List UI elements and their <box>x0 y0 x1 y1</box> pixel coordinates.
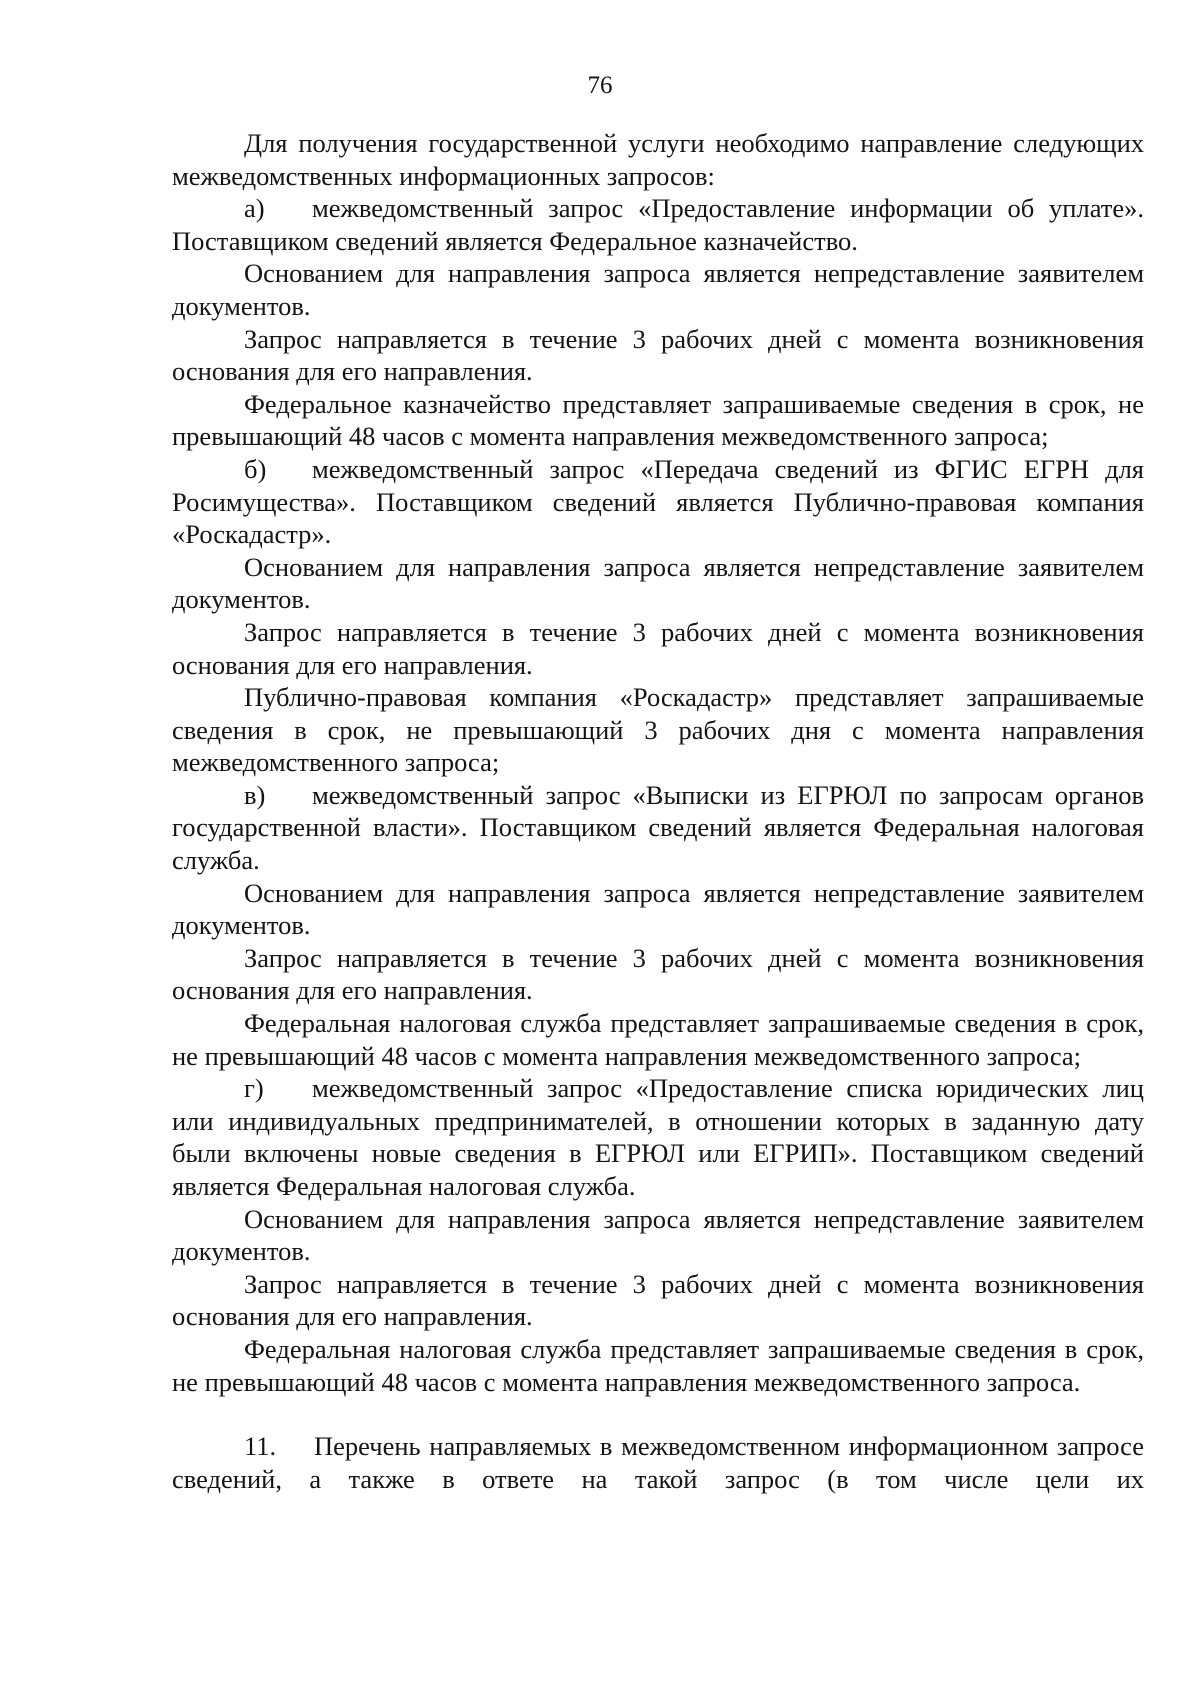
page-number: 76 <box>587 72 613 99</box>
section-number: 11. <box>244 1431 277 1462</box>
list-item-g <box>172 1072 1144 1202</box>
list-marker: в) <box>244 779 266 810</box>
paragraph: Запрос направляется в течение 3 рабочих дней с момента возникновения основания для его направления. <box>172 942 1144 1006</box>
document-body <box>172 127 1144 1495</box>
paragraph: Основанием для направления запроса является непредставление заявителем документов. <box>172 551 1144 615</box>
list-item-text: межведомственный запрос «Предоставление списка юридических лиц или индивидуальных предпринимателей, в отношении которых в заданную дату были включены новые сведения в ЕГРЮЛ или ЕГРИП». Поставщиком сведений является Федеральная налоговая служба. <box>172 1073 1144 1201</box>
paragraph: Федеральное казначейство представляет запрашиваемые сведения в срок, не превышающий 48 часов с момента направления межведомственного запроса; <box>172 388 1144 452</box>
list-item-text: межведомственный запрос «Предоставление информации об уплате». Поставщиком сведений является Федеральное казначейство. <box>172 193 1144 256</box>
section-11-heading <box>172 1430 1144 1495</box>
list-item-text: межведомственный запрос «Выписки из ЕГРЮЛ по запросам органов государственной власти». Поставщиком сведений является Федеральная налоговая служба. <box>172 779 1144 876</box>
list-item-text: межведомственный запрос «Передача сведений из ФГИС ЕГРН для Росимущества». Поставщиком сведений является Публично-правовая компания «Роскадастр». <box>172 453 1144 550</box>
list-item-b <box>172 453 1144 551</box>
paragraph: Запрос направляется в течение 3 рабочих дней с момента возникновения основания для его направления. <box>172 616 1144 680</box>
list-item-v <box>172 779 1144 877</box>
paragraph: Основанием для направления запроса является непредставление заявителем документов. <box>172 877 1144 941</box>
paragraph: Основанием для направления запроса является непредставление заявителем документов. <box>172 1203 1144 1267</box>
paragraph: Федеральная налоговая служба представляет запрашиваемые сведения в срок, не превышающий 48 часов с момента направления межведомственного запроса. <box>172 1333 1144 1397</box>
list-marker: г) <box>244 1073 264 1104</box>
intro-paragraph: Для получения государственной услуги необходимо направление следующих межведомственных информационных запросов: <box>172 128 1144 191</box>
paragraph: Федеральная налоговая служба представляет запрашиваемые сведения в срок, не превышающий 48 часов с момента направления межведомственного запроса; <box>172 1008 1144 1071</box>
list-marker: а) <box>244 193 265 224</box>
paragraph: Публично-правовая компания «Роскадастр» представляет запрашиваемые сведения в срок, не превышающий 3 рабочих дня с момента направления межведомственного запроса; <box>172 682 1144 778</box>
paragraph: Основанием для направления запроса является непредставление заявителем документов. <box>172 258 1144 321</box>
list-marker: б) <box>244 453 267 484</box>
list-item-a <box>172 192 1144 257</box>
section-text: Перечень направляемых в межведомственном информационном запросе сведений, а также в ответе на такой запрос (в том числе цели их <box>172 1431 1144 1494</box>
paragraph: Запрос направляется в течение 3 рабочих дней с момента возникновения основания для его направления. <box>172 323 1144 387</box>
paragraph: Запрос направляется в течение 3 рабочих дней с момента возникновения основания для его направления. <box>172 1268 1144 1332</box>
